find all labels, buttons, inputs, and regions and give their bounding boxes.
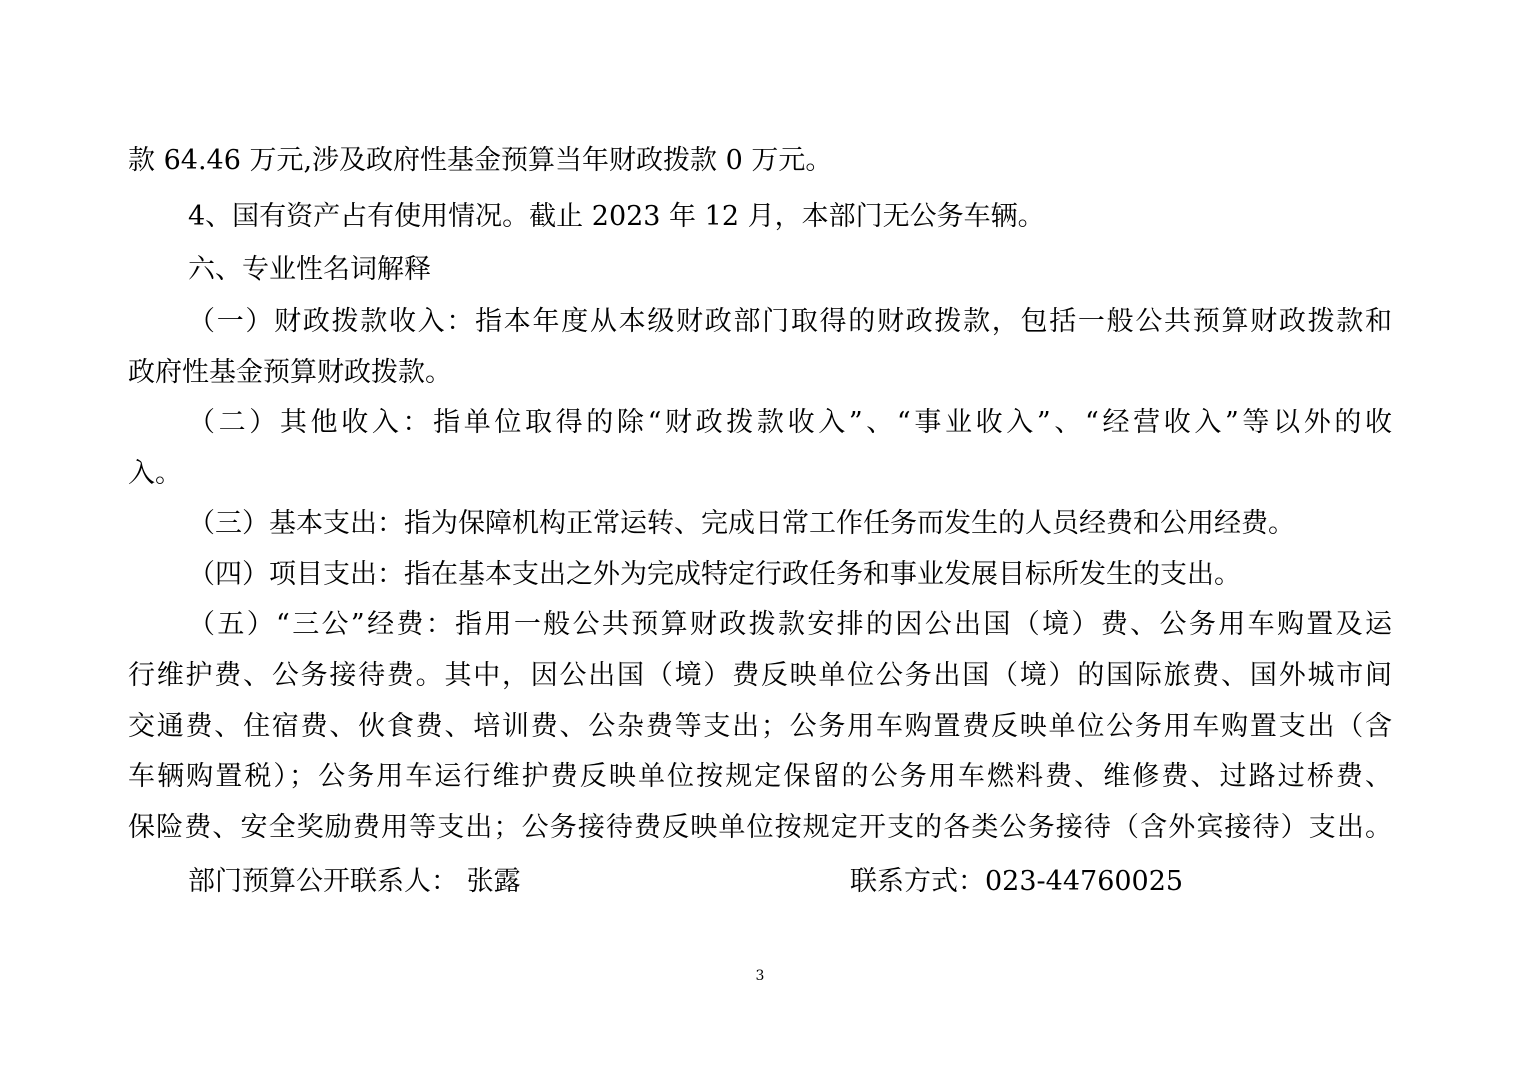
paragraph-line: 交通费、住宿费、伙食费、培训费、公杂费等支出；公务用车购置费反映单位公务用车购置支出（含 xyxy=(128,711,1392,742)
paragraph-line: 政府性基金预算财政拨款。 xyxy=(128,357,452,388)
paragraph-line: （一）财政拨款收入：指本年度从本级财政部门取得的财政拨款，包括一般公共预算财政拨款和 xyxy=(188,306,1392,337)
paragraph-line: （三）基本支出：指为保障机构正常运转、完成日常工作任务而发生的人员经费和公用经费。 xyxy=(188,508,1295,539)
paragraph-line: （四）项目支出：指在基本支出之外为完成特定行政任务和事业发展目标所发生的支出。 xyxy=(188,559,1241,590)
paragraph-line: 4、国有资产占有使用情况。截止 2023 年 12 月，本部门无公务车辆。 xyxy=(188,201,1045,232)
section-heading: 六、专业性名词解释 xyxy=(188,254,431,285)
paragraph-line: 款 64.46 万元,涉及政府性基金预算当年财政拨款 0 万元。 xyxy=(128,145,833,176)
contact-phone: 联系方式：023-44760025 xyxy=(850,866,1184,897)
paragraph-line: 行维护费、公务接待费。其中，因公出国（境）费反映单位公务出国（境）的国际旅费、国外城市间 xyxy=(128,660,1392,691)
paragraph-line: （五）“三公”经费：指用一般公共预算财政拨款安排的因公出国（境）费、公务用车购置及运 xyxy=(188,609,1392,640)
paragraph-line: 入。 xyxy=(128,458,182,489)
paragraph-line: （二）其他收入：指单位取得的除“财政拨款收入”、“事业收入”、“经营收入”等以外的收 xyxy=(188,407,1392,438)
page-number: 3 xyxy=(755,968,765,984)
contact-person: 部门预算公开联系人： 张露 xyxy=(188,866,521,897)
paragraph-line: 保险费、安全奖励费用等支出；公务接待费反映单位按规定开支的各类公务接待（含外宾接待）支出。 xyxy=(128,812,1392,843)
paragraph-line: 车辆购置税）；公务用车运行维护费反映单位按规定保留的公务用车燃料费、维修费、过路过桥费、 xyxy=(128,761,1392,792)
